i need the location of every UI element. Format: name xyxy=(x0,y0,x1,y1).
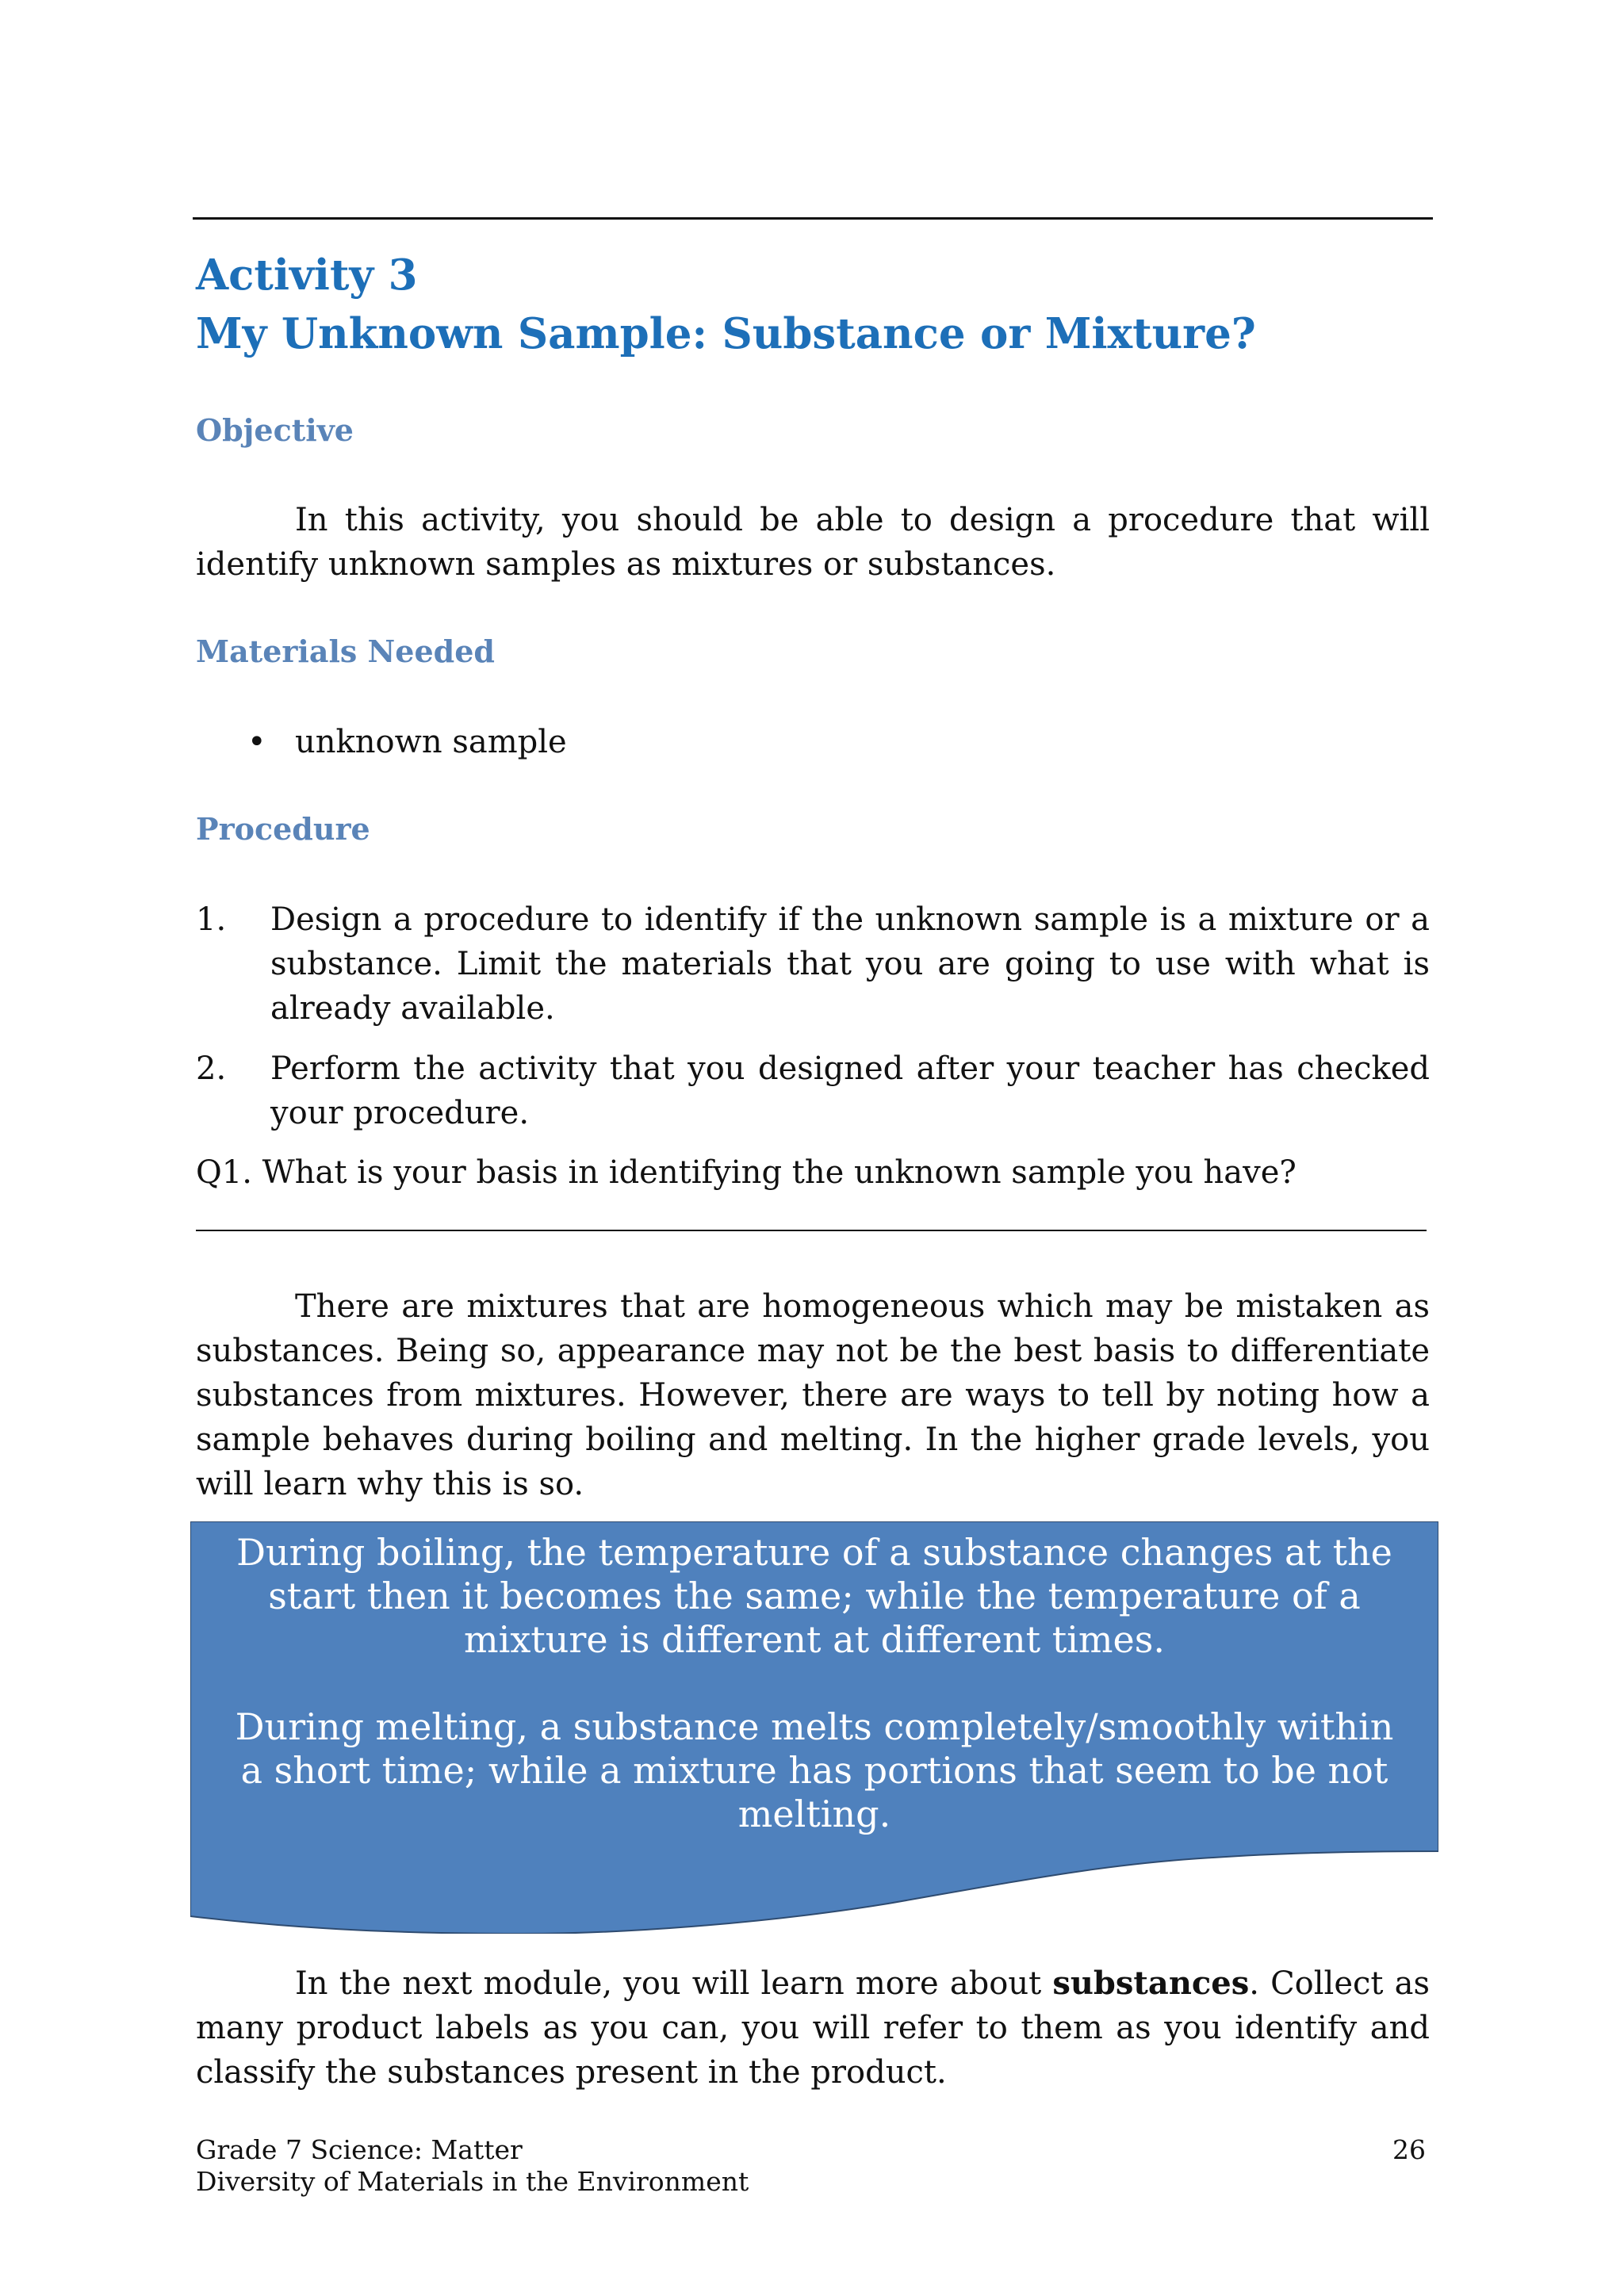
procedure-heading: Procedure xyxy=(196,811,370,847)
step-text: Design a procedure to identify if the unknown sample is a mixture or a substance. Limit the materials that you are going to use with what is already available. xyxy=(270,901,1430,1027)
footer-module: Diversity of Materials in the Environment xyxy=(196,2166,749,2197)
procedure-steps xyxy=(196,897,1430,1151)
question-q1: Q1. What is your basis in identifying the unknown sample you have? xyxy=(196,1154,1297,1191)
footer-course: Grade 7 Science: Matter xyxy=(196,2134,523,2165)
step-text: Perform the activity that you designed after your teacher has checked your procedure. xyxy=(270,1050,1430,1131)
step-number: 1. xyxy=(196,901,227,938)
procedure-step xyxy=(196,1047,1430,1135)
callout-melting-text: During melting, a substance melts completely/smoothly within a short time; while a mixture has portions that seem to be not melting. xyxy=(235,1705,1394,1835)
procedure-step xyxy=(196,897,1430,1031)
bullet-icon: • xyxy=(247,724,266,760)
page-number: 26 xyxy=(1392,2134,1426,2165)
closing-paragraph xyxy=(196,1961,1430,2095)
step-number: 2. xyxy=(196,1050,227,1087)
closing-bold-term: substances xyxy=(1052,1965,1250,2002)
closing-text-end: . Collect as many product labels as you can, you will refer to them as you identify and classify the substances present in the product. xyxy=(196,1965,1430,2091)
footer-info xyxy=(196,2134,749,2198)
materials-heading: Materials Needed xyxy=(196,633,495,669)
materials-list xyxy=(196,720,567,764)
material-item-label: unknown sample xyxy=(295,724,567,760)
header-rule xyxy=(193,217,1433,220)
closing-text-start: In the next module, you will learn more about xyxy=(295,1965,1053,2002)
discussion-paragraph: There are mixtures that are homogeneous which may be mistaken as substances. Being so, appearance may not be the best basis to differentiate substances from mixtures. However, there are ways to tell by noting how a sample behaves during boiling and melting. In the higher grade levels, you will learn why this is so. xyxy=(196,1288,1430,1502)
callout-boiling-text: During boiling, the temperature of a substance changes at the start then it becomes the same; while the temperature of a mixture is different at different times. xyxy=(236,1531,1392,1661)
activity-title: My Unknown Sample: Substance or Mixture? xyxy=(196,309,1256,358)
activity-number: Activity 3 xyxy=(196,251,418,300)
objective-heading: Objective xyxy=(196,412,354,448)
answer-line xyxy=(196,1230,1427,1231)
list-item xyxy=(196,720,567,764)
callout-box xyxy=(190,1521,1438,1934)
objective-paragraph: In this activity, you should be able to design a procedure that will identify unknown samples as mixtures or substances. xyxy=(196,502,1430,583)
